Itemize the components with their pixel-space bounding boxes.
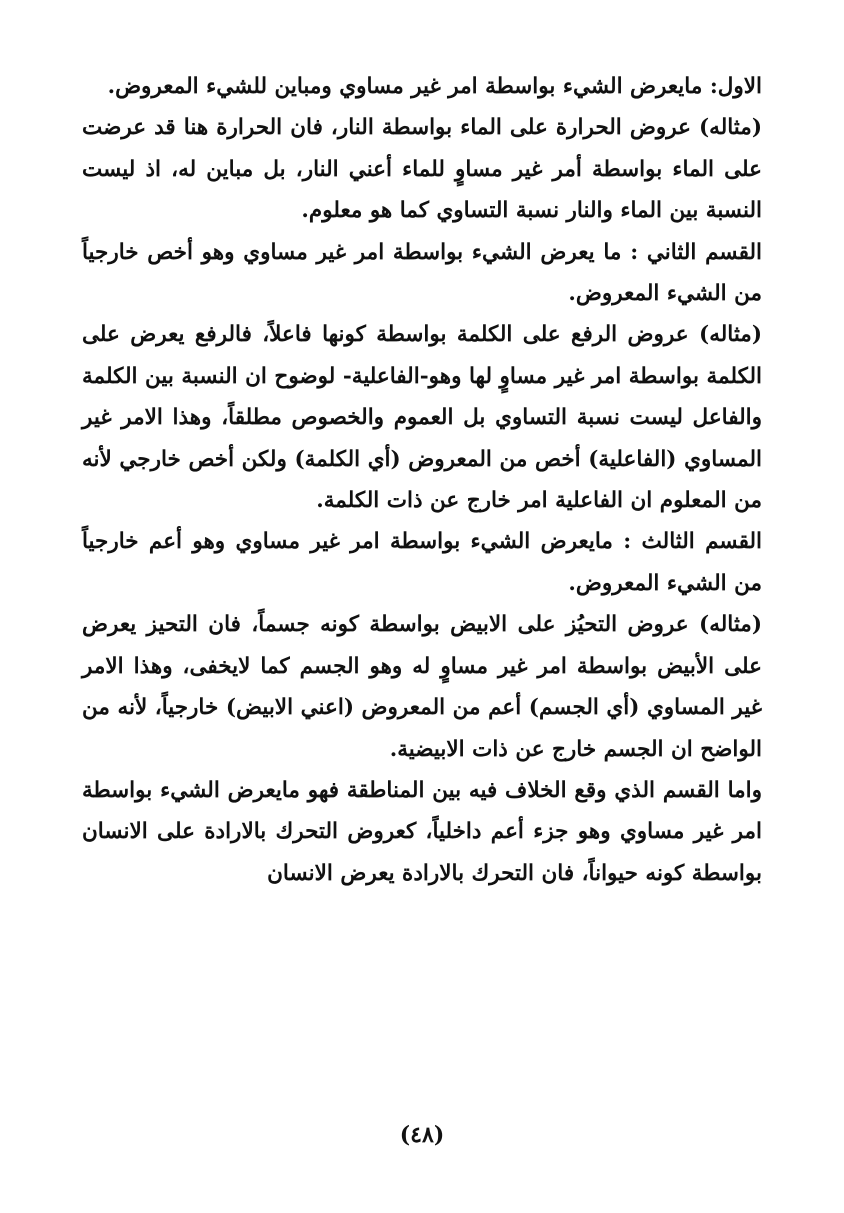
paragraph-example-heat: (مثاله) عروض الحرارة على الماء بواسطة النار، فان الحرارة هنا قد عرضت على الماء بواسطة أمر غير مساوٍ للماء أعني النار، بل مباين له، اذ ليست النسبة بين الماء والنار نسبة التساوي كما هو معلوم. xyxy=(82,115,762,224)
page-body-text xyxy=(82,66,762,894)
paragraph-example-tahayyuz: (مثاله) عروض التحيُز على الابيض بواسطة كونه جسماً، فان التحيز يعرض على الأبيض بواسطة امر غير مساوٍ له وهو الجسم كما لايخفى، وهذا الامر غير المساوي (أي الجسم) أعم من المعروض (اعني الابيض) خارجياً، لأنه من الواضح ان الجسم خارج عن ذات الابيضية. xyxy=(82,612,762,762)
paragraph-example-raf: (مثاله) عروض الرفع على الكلمة بواسطة كونها فاعلاً، فالرفع يعرض على الكلمة بواسطة امر غير مساوٍ لها وهو-الفاعلية- لوضوح ان النسبة بين الكلمة والفاعل ليست نسبة التساوي بل العموم والخصوص مطلقاً، وهذا الامر غير المساوي (الفاعلية) أخص من المعروض (أي الكلمة) ولكن أخص خارجي لأنه من المعلوم ان الفاعلية امر خارج عن ذات الكلمة. xyxy=(82,322,762,514)
paragraph-disputed-division: واما القسم الذي وقع الخلاف فيه بين المناطقة فهو مايعرض الشيء بواسطة امر غير مساوي وهو جزء أعم داخلياً، كعروض التحرك بالارادة على الانسان بواسطة كونه حيواناً، فان التحرك بالارادة يعرض الانسان xyxy=(82,777,762,886)
paragraph-first-division: الاول: مايعرض الشيء بواسطة امر غير مساوي ومباين للشيء المعروض. xyxy=(107,74,762,99)
page-number: (٤٨) xyxy=(399,1122,445,1148)
paragraph-second-division: القسم الثاني : ما يعرض الشيء بواسطة امر غير مساوي وهو أخص خارجياً من الشيء المعروض. xyxy=(82,239,762,307)
paragraph-third-division: القسم الثالث : مايعرض الشيء بواسطة امر غير مساوي وهو أعم خارجياً من الشيء المعروض. xyxy=(82,529,762,596)
